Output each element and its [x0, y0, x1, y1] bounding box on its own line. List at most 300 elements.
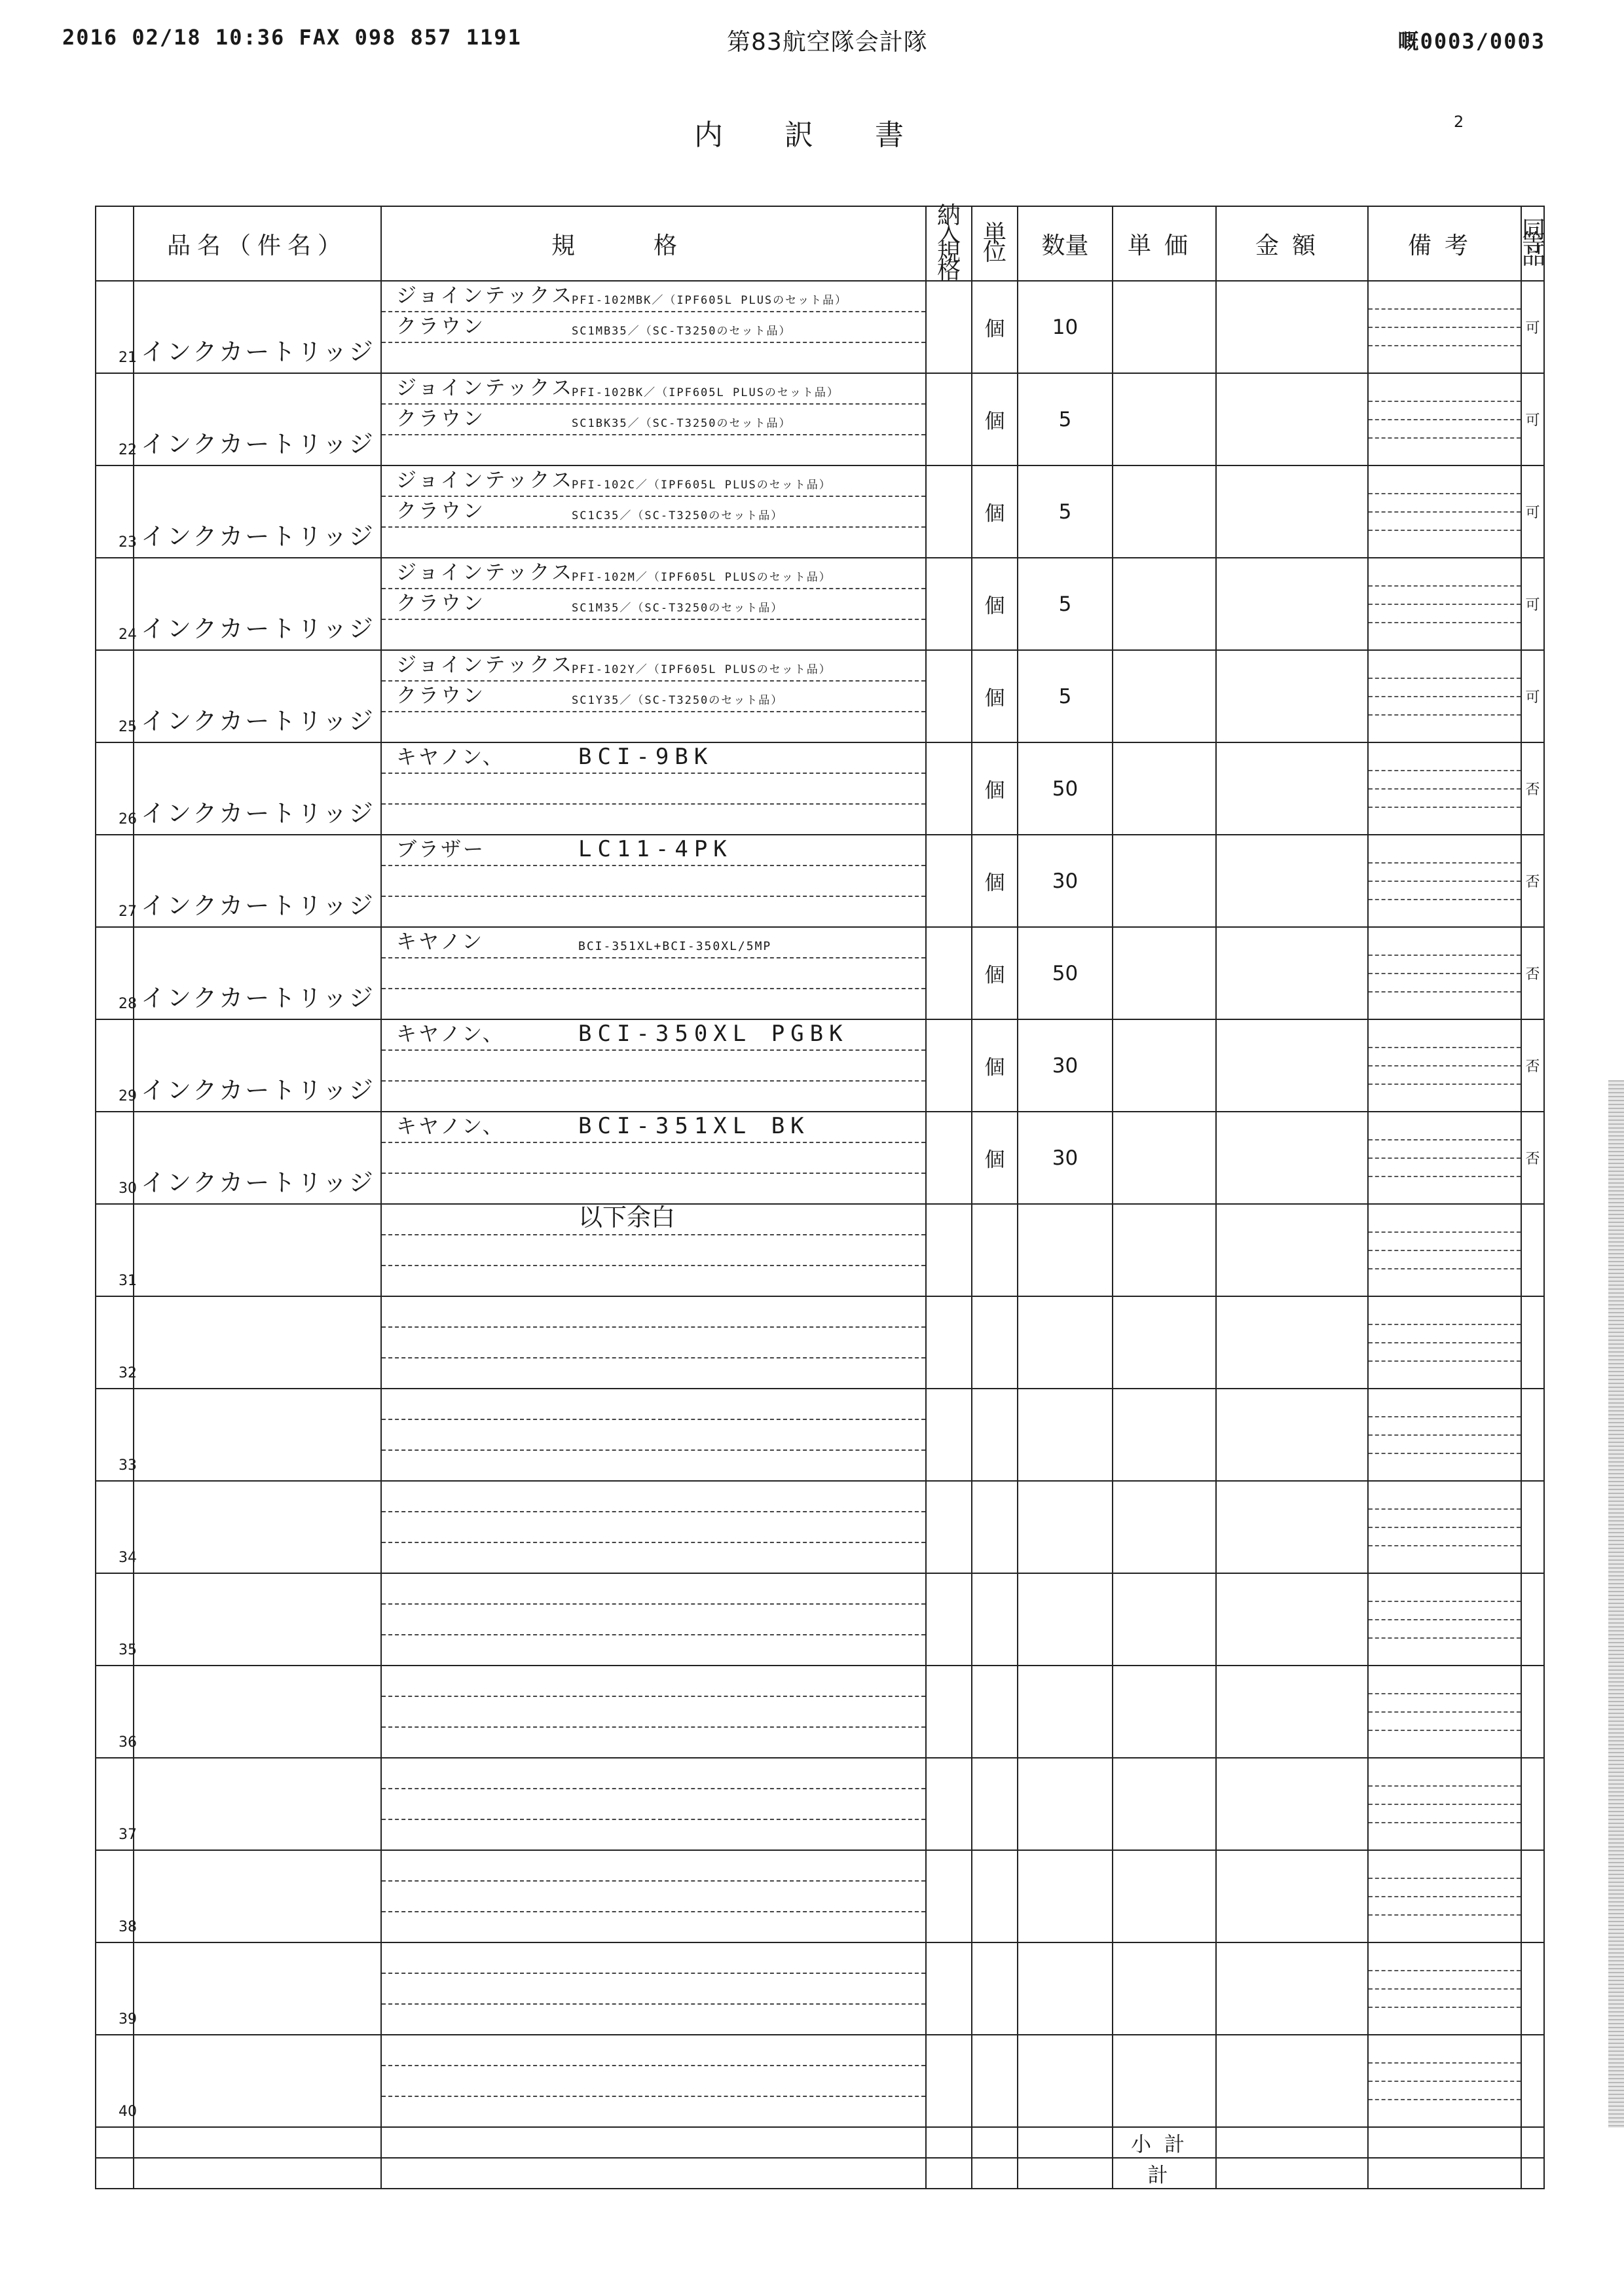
nyuu-cell [926, 373, 972, 465]
maker-name: クラウン [396, 315, 485, 338]
remarks-line [1369, 714, 1521, 716]
maker-name: ブラザー [396, 838, 485, 862]
unit-cell: 個 [972, 373, 1018, 465]
equiv-flag-cell: 可 [1521, 281, 1544, 373]
row-number-cell [96, 1481, 137, 1573]
spec-line [382, 835, 925, 866]
model-number: BCI-351XL+BCI-350XL/5MP [578, 939, 772, 953]
item-name-cell [134, 835, 381, 927]
breakdown-table [95, 202, 1546, 2189]
spec-cell [381, 1204, 926, 1296]
model-number: PFI-102Y／（IPF605L PLUSのセット品） [572, 663, 832, 676]
row-number: 26 [119, 811, 137, 828]
price-cell [1113, 1850, 1216, 1942]
spec-cell [381, 558, 926, 650]
nyuu-cell [926, 927, 972, 1019]
remarks-line [1369, 1637, 1521, 1639]
remarks-line [1369, 973, 1521, 974]
model-number: PFI-102M／（IPF605L PLUSのセット品） [572, 571, 832, 584]
table-row [96, 558, 1544, 650]
model-number: BCI-350XL PGBK [578, 1021, 849, 1047]
remarks-cell [1368, 742, 1521, 835]
spec-line [382, 1174, 925, 1203]
equiv-flag-cell [1521, 1942, 1544, 2035]
remarks-line [1369, 511, 1521, 513]
spec-line [382, 1574, 925, 1605]
row-number-cell [96, 373, 137, 465]
spec-line [382, 1820, 925, 1850]
remarks-line [1369, 1416, 1521, 1417]
table-row [96, 1758, 1544, 1850]
qty-cell: 30 [1018, 1112, 1113, 1204]
table-row [96, 1296, 1544, 1389]
spec-line [382, 1943, 925, 1974]
page-number: 2 [1454, 113, 1464, 131]
item-name-cell [134, 1481, 381, 1573]
spec-cell [381, 1942, 926, 2035]
amount-cell [1216, 281, 1368, 373]
remarks-line [1369, 696, 1521, 697]
item-name-cell [134, 1112, 381, 1204]
remarks-line [1369, 1324, 1521, 1325]
price-cell [1113, 1389, 1216, 1481]
remarks-cell [1368, 1204, 1521, 1296]
row-number: 29 [119, 1088, 137, 1104]
row-number-cell [96, 1389, 137, 1481]
remarks-line [1369, 1176, 1521, 1177]
fax-timestamp-number: 2016 02/18 10:36 FAX 098 857 1191 [62, 25, 522, 50]
spec-line [382, 435, 925, 465]
spec-line [382, 928, 925, 958]
spec-line [382, 989, 925, 1019]
row-number-cell [96, 1758, 137, 1850]
remarks-line [1369, 585, 1521, 587]
remarks-line [1369, 437, 1521, 439]
qty-cell: 30 [1018, 835, 1113, 927]
spec-line [382, 1451, 925, 1480]
spec-cell [381, 835, 926, 927]
qty-cell: 5 [1018, 373, 1113, 465]
row-number-cell [96, 1573, 137, 1666]
spec-line [382, 1482, 925, 1512]
spec-line [382, 866, 925, 897]
model-number: PFI-102C／（IPF605L PLUSのセット品） [572, 479, 832, 492]
remarks-line [1369, 1988, 1521, 1990]
unit-cell: 個 [972, 835, 1018, 927]
remarks-line [1369, 1342, 1521, 1343]
price-cell [1113, 373, 1216, 465]
maker-name: キヤノン、 [396, 1023, 505, 1046]
remarks-line [1369, 1047, 1521, 1048]
subtotal-label: 小計 [1113, 2127, 1216, 2158]
item-name: インクカートリッジ [141, 522, 375, 551]
table-row [96, 281, 1544, 373]
maker-name: ジョインテックス [396, 376, 574, 400]
model-number: BCI-351XL BK [578, 1113, 810, 1139]
remarks-cell [1368, 1573, 1521, 1666]
remarks-line [1369, 1601, 1521, 1602]
table-header [96, 206, 1544, 281]
item-name-cell [134, 1204, 381, 1296]
spec-cell [381, 1389, 926, 1481]
maker-name: クラウン [396, 684, 485, 708]
spec-cell [381, 1758, 926, 1850]
table-row [96, 1112, 1544, 1204]
equiv-flag-cell [1521, 1850, 1544, 1942]
qty-cell [1018, 1573, 1113, 1666]
remarks-cell [1368, 558, 1521, 650]
remarks-line [1369, 1527, 1521, 1528]
item-name: インクカートリッジ [141, 707, 375, 735]
document-title: 内 訳 書 [694, 118, 930, 152]
remarks-line [1369, 1139, 1521, 1140]
spec-line [382, 897, 925, 926]
unit-cell [972, 1758, 1018, 1850]
remarks-line [1369, 327, 1521, 328]
remarks-line [1369, 1508, 1521, 1510]
spec-line [382, 558, 925, 589]
row-number: 30 [119, 1180, 137, 1197]
spec-cell [381, 1296, 926, 1389]
maker-name: キヤノン、 [396, 1115, 505, 1139]
row-number-cell [96, 558, 137, 650]
unit-cell [972, 1942, 1018, 2035]
nyuu-cell [926, 742, 972, 835]
unit-cell: 個 [972, 1019, 1018, 1112]
spec-line [382, 312, 925, 343]
item-name: インクカートリッジ [141, 338, 375, 366]
item-name-cell [134, 1850, 381, 1942]
remarks-line [1369, 2099, 1521, 2100]
row-number: 31 [119, 1273, 137, 1289]
header-nyuu: 納入規格 [926, 206, 972, 281]
spec-cell [381, 281, 926, 373]
maker-name: ジョインテックス [396, 561, 574, 585]
spec-cell [381, 742, 926, 835]
item-name-cell [134, 927, 381, 1019]
unit-cell [972, 1573, 1018, 1666]
row-number-cell [96, 1019, 137, 1112]
row-number-cell [96, 927, 137, 1019]
nyuu-cell [926, 465, 972, 558]
price-cell [1113, 1573, 1216, 1666]
remarks-line [1369, 1878, 1521, 1879]
remarks-line [1369, 530, 1521, 531]
remarks-cell [1368, 1942, 1521, 2035]
spec-line [382, 1389, 925, 1420]
qty-cell [1018, 1204, 1113, 1296]
unit-cell [972, 1389, 1018, 1481]
row-number-cell [96, 1942, 137, 2035]
remarks-line [1369, 604, 1521, 605]
item-name-cell [134, 1296, 381, 1389]
spec-line [382, 1082, 925, 1111]
remarks-line [1369, 881, 1521, 882]
amount-cell [1216, 742, 1368, 835]
spec-cell [381, 1481, 926, 1573]
price-cell [1113, 1019, 1216, 1112]
fax-header [62, 18, 1545, 58]
remarks-line [1369, 401, 1521, 402]
amount-cell [1216, 1296, 1368, 1389]
remarks-line [1369, 1231, 1521, 1233]
remarks-line [1369, 1545, 1521, 1546]
item-name: インクカートリッジ [141, 430, 375, 458]
unit-cell [972, 1296, 1018, 1389]
unit-cell: 個 [972, 558, 1018, 650]
item-name: インクカートリッジ [141, 615, 375, 643]
remarks-line [1369, 1250, 1521, 1251]
subtotal-row [96, 2127, 1544, 2158]
row-number: 35 [119, 1642, 137, 1658]
unit-cell: 個 [972, 742, 1018, 835]
amount-cell [1216, 1573, 1368, 1666]
row-number: 38 [119, 1919, 137, 1935]
price-cell [1113, 2035, 1216, 2127]
remarks-cell [1368, 835, 1521, 927]
nyuu-cell [926, 835, 972, 927]
spec-line [382, 1974, 925, 2005]
row-number: 27 [119, 903, 137, 920]
spec-line [382, 2097, 925, 2126]
qty-cell [1018, 1942, 1113, 2035]
price-cell [1113, 1481, 1216, 1573]
maker-name: キヤノン [396, 930, 485, 954]
spec-line [382, 1728, 925, 1757]
remarks-cell [1368, 1481, 1521, 1573]
spec-line [382, 1635, 925, 1665]
equiv-flag-cell: 可 [1521, 465, 1544, 558]
qty-cell: 5 [1018, 465, 1113, 558]
row-number: 39 [119, 2011, 137, 2028]
table-row [96, 835, 1544, 927]
item-name-cell [134, 1666, 381, 1758]
spec-line [382, 1020, 925, 1051]
unit-cell: 個 [972, 927, 1018, 1019]
equiv-flag-cell: 可 [1521, 650, 1544, 742]
row-number-cell [96, 650, 137, 742]
amount-cell [1216, 650, 1368, 742]
spec-line [382, 805, 925, 834]
item-name-cell [134, 1019, 381, 1112]
row-number-cell [96, 2035, 137, 2127]
remarks-line [1369, 1785, 1521, 1787]
scan-edge-artifact [1608, 1080, 1624, 2128]
remarks-line [1369, 1084, 1521, 1085]
spec-line [382, 589, 925, 620]
model-number: LC11-4PK [578, 836, 733, 862]
equiv-flag-cell [1521, 1204, 1544, 1296]
remarks-line [1369, 2007, 1521, 2008]
item-name-cell [134, 1573, 381, 1666]
spec-cell [381, 1573, 926, 1666]
equiv-flag-cell [1521, 2035, 1544, 2127]
model-number: SC1MB35／（SC-T3250のセット品） [572, 325, 792, 338]
spec-line [382, 497, 925, 528]
spec-line [382, 1420, 925, 1451]
row-number: 32 [119, 1365, 137, 1381]
header-rowno [96, 206, 134, 281]
qty-cell [1018, 1389, 1113, 1481]
item-name: インクカートリッジ [141, 984, 375, 1012]
nyuu-cell [926, 281, 972, 373]
item-name-cell [134, 373, 381, 465]
remarks-line [1369, 1914, 1521, 1916]
nyuu-cell [926, 1850, 972, 1942]
item-name: インクカートリッジ [141, 799, 375, 828]
row-number: 40 [119, 2104, 137, 2120]
spec-line [382, 405, 925, 435]
amount-cell [1216, 835, 1368, 927]
model-number: PFI-102BK／（IPF605L PLUSのセット品） [572, 386, 840, 399]
price-cell [1113, 1758, 1216, 1850]
row-number: 37 [119, 1827, 137, 1843]
remarks-cell [1368, 281, 1521, 373]
price-cell [1113, 281, 1216, 373]
nyuu-cell [926, 1389, 972, 1481]
equiv-flag-cell [1521, 1296, 1544, 1389]
remarks-line [1369, 1619, 1521, 1620]
amount-cell [1216, 1019, 1368, 1112]
table-row [96, 1666, 1544, 1758]
row-number-cell [96, 465, 137, 558]
remarks-line [1369, 1896, 1521, 1897]
nyuu-cell [926, 1942, 972, 2035]
remarks-line [1369, 1804, 1521, 1805]
remarks-line [1369, 622, 1521, 623]
item-name-cell [134, 1942, 381, 2035]
row-number-cell [96, 281, 137, 373]
table-row [96, 1019, 1544, 1112]
spec-line [382, 682, 925, 712]
amount-cell [1216, 1481, 1368, 1573]
spec-line [382, 1512, 925, 1543]
unit-cell: 個 [972, 281, 1018, 373]
price-cell [1113, 465, 1216, 558]
equiv-flag-cell [1521, 1481, 1544, 1573]
price-cell [1113, 1204, 1216, 1296]
row-number-cell [96, 1204, 137, 1296]
remarks-line [1369, 345, 1521, 346]
table-row [96, 742, 1544, 835]
remarks-cell [1368, 465, 1521, 558]
equiv-flag-cell [1521, 1758, 1544, 1850]
remarks-line [1369, 1822, 1521, 1823]
spec-cell [381, 373, 926, 465]
model-number: SC1M35／（SC-T3250のセット品） [572, 602, 784, 615]
remarks-line [1369, 1360, 1521, 1362]
nyuu-cell [926, 1112, 972, 1204]
remarks-line [1369, 493, 1521, 494]
amount-cell [1216, 2035, 1368, 2127]
spec-line [382, 282, 925, 312]
item-name-cell [134, 742, 381, 835]
equiv-flag-cell: 可 [1521, 373, 1544, 465]
row-number-cell [96, 1850, 137, 1942]
table-row [96, 650, 1544, 742]
spec-cell [381, 1850, 926, 1942]
remarks-line [1369, 788, 1521, 790]
header-price: 単価 [1113, 206, 1216, 281]
spec-line [382, 1882, 925, 1912]
nyuu-cell [926, 1204, 972, 1296]
price-cell [1113, 1112, 1216, 1204]
remarks-line [1369, 1434, 1521, 1436]
price-cell [1113, 650, 1216, 742]
equiv-flag-cell [1521, 1389, 1544, 1481]
remarks-line [1369, 770, 1521, 771]
spec-line [382, 1328, 925, 1358]
remarks-line [1369, 419, 1521, 420]
price-cell [1113, 558, 1216, 650]
row-number: 23 [119, 534, 137, 551]
unit-cell [972, 2035, 1018, 2127]
qty-cell: 5 [1018, 558, 1113, 650]
amount-cell [1216, 1942, 1368, 2035]
item-name-cell [134, 2035, 381, 2127]
row-number: 24 [119, 627, 137, 643]
row-number: 33 [119, 1457, 137, 1474]
spec-cell [381, 927, 926, 1019]
remarks-line [1369, 1970, 1521, 1971]
header-amount: 金額 [1216, 206, 1368, 281]
unit-cell [972, 1481, 1018, 1573]
equiv-flag-cell [1521, 1666, 1544, 1758]
header-spec: 規格 [381, 206, 926, 281]
price-cell [1113, 1296, 1216, 1389]
remarks-line [1369, 678, 1521, 679]
spec-line [382, 1051, 925, 1082]
amount-cell [1216, 465, 1368, 558]
maker-name: ジョインテックス [396, 284, 574, 308]
spec-line [382, 1789, 925, 1820]
item-name: インクカートリッジ [141, 1076, 375, 1104]
equiv-flag-cell: 否 [1521, 1112, 1544, 1204]
maker-name: クラウン [396, 592, 485, 615]
spec-line [382, 1358, 925, 1388]
spec-line [382, 620, 925, 649]
qty-cell: 50 [1018, 742, 1113, 835]
spec-line [382, 374, 925, 405]
row-number: 25 [119, 719, 137, 735]
amount-cell [1216, 1850, 1368, 1942]
price-cell [1113, 1942, 1216, 2035]
remarks-cell [1368, 2035, 1521, 2127]
remarks-cell [1368, 1666, 1521, 1758]
spec-cell [381, 465, 926, 558]
spec-line [382, 774, 925, 805]
price-cell [1113, 1666, 1216, 1758]
row-number: 36 [119, 1734, 137, 1751]
spec-line [382, 1297, 925, 1328]
amount-cell [1216, 1389, 1368, 1481]
remarks-line [1369, 308, 1521, 310]
qty-cell [1018, 1850, 1113, 1942]
spec-line [382, 712, 925, 742]
header-unit: 単位 [972, 206, 1018, 281]
spec-line [382, 1235, 925, 1266]
item-name: インクカートリッジ [141, 892, 375, 920]
equiv-flag-cell: 否 [1521, 927, 1544, 1019]
qty-cell [1018, 1758, 1113, 1850]
table-row [96, 1573, 1544, 1666]
total-label: 計 [1113, 2158, 1216, 2189]
qty-cell [1018, 1296, 1113, 1389]
nyuu-cell [926, 1758, 972, 1850]
remarks-line [1369, 1453, 1521, 1454]
nyuu-cell [926, 558, 972, 650]
header-qty: 数量 [1018, 206, 1113, 281]
